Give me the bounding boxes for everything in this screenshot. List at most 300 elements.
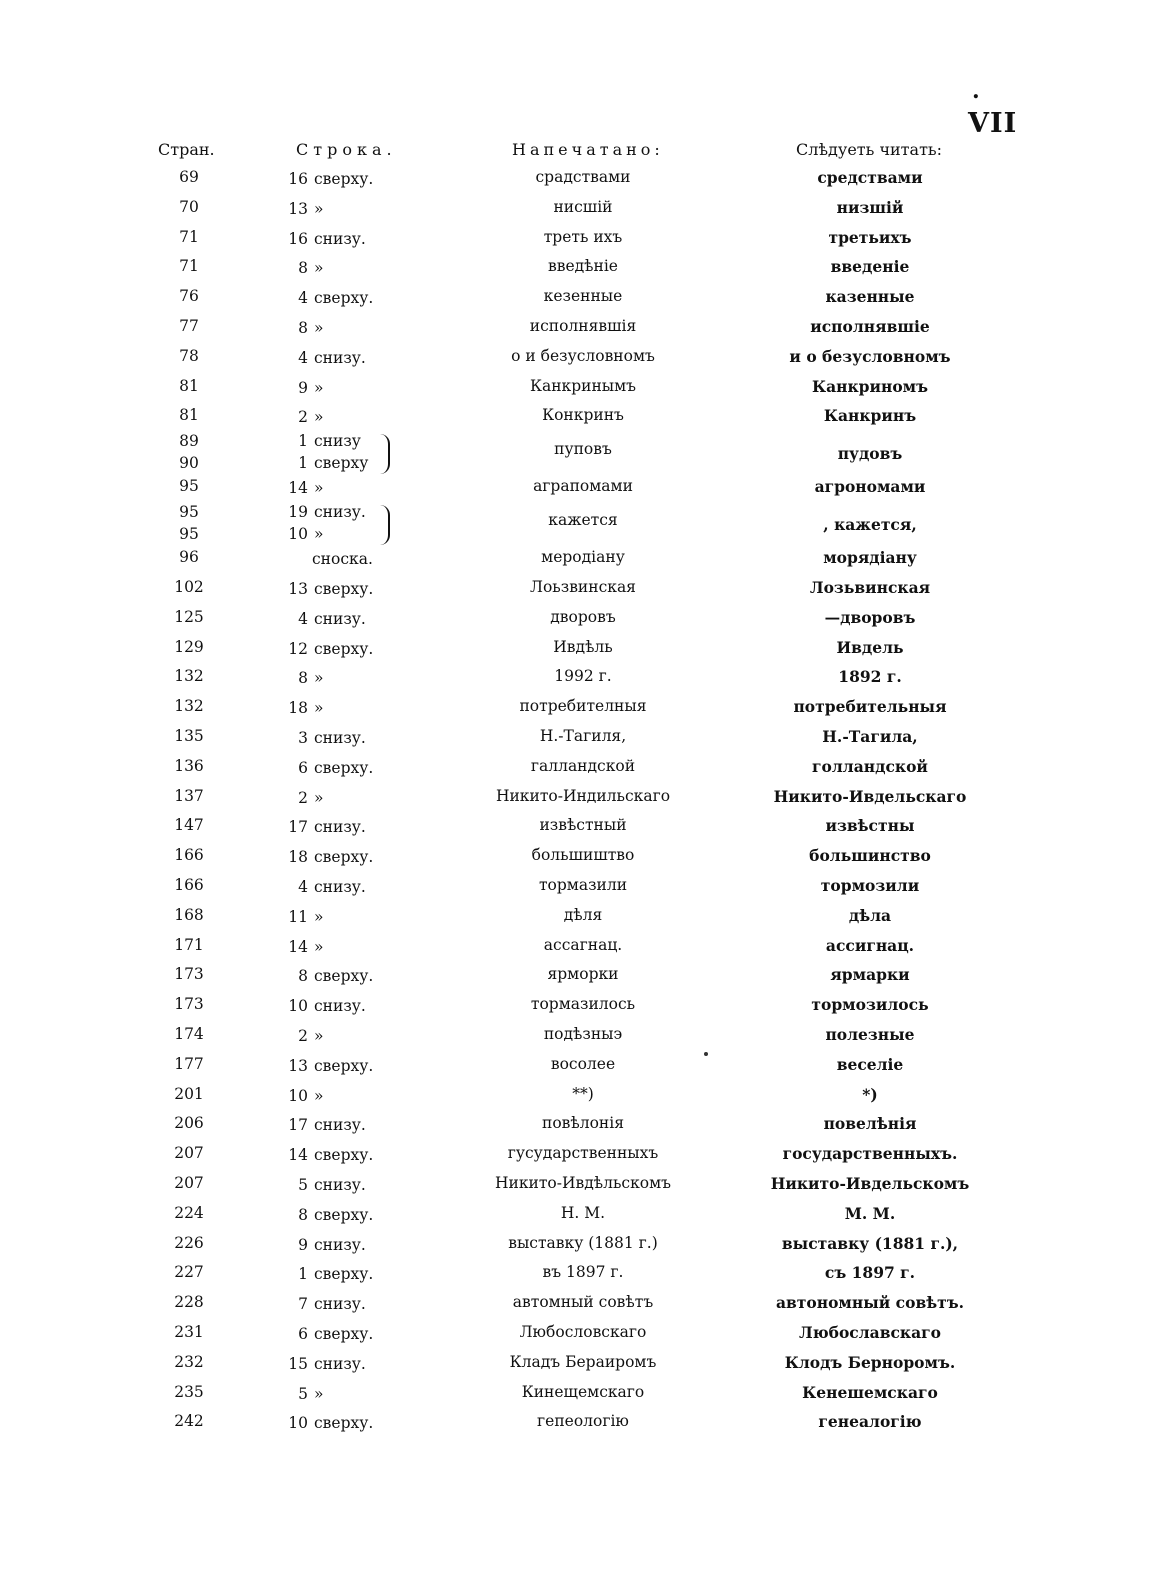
line-number: 13 <box>288 199 308 218</box>
line-direction: » <box>314 199 324 218</box>
line-direction: снизу. <box>314 878 366 897</box>
line-number: 10 <box>288 1414 308 1433</box>
page-cell: 77 <box>179 317 199 335</box>
page-ref: 95 <box>179 525 199 544</box>
page-cell: 231 <box>174 1323 204 1342</box>
line-cell <box>278 287 418 309</box>
correct-text: тормозилось <box>811 995 929 1015</box>
header-should-read: Слѣдуеть читать: <box>796 140 943 159</box>
line-direction: снизу. <box>314 229 366 248</box>
line-ref <box>278 287 418 309</box>
line-ref <box>278 936 418 958</box>
printed-text: потребителныя <box>519 697 647 716</box>
line-direction: » <box>314 479 324 498</box>
correct-text: и о безусловномъ <box>789 346 951 366</box>
page-ref: 90 <box>179 454 199 473</box>
line-ref <box>278 816 418 838</box>
line-ref <box>278 430 418 452</box>
correct-text: генеалогію <box>818 1412 922 1432</box>
page-number: VII <box>968 108 1018 139</box>
line-ref <box>278 608 418 630</box>
page-cell: 168 <box>174 905 204 924</box>
page-ref: 95 <box>179 503 199 522</box>
line-cell <box>278 1085 418 1107</box>
page-cell: 125 <box>174 607 204 626</box>
line-direction: сверху. <box>314 967 374 986</box>
correct-text: казенные <box>825 287 915 307</box>
printed-text: галландской <box>530 756 636 775</box>
line-cell <box>278 1323 418 1345</box>
line-cell <box>278 1025 418 1047</box>
page-ref: 89 <box>179 432 199 451</box>
correct-text: повелѣнія <box>823 1114 917 1134</box>
line-direction: снизу. <box>314 348 366 367</box>
page-cell: 132 <box>174 667 204 686</box>
header-printed: Напечатано: <box>512 140 664 159</box>
page-cell: 135 <box>174 727 204 746</box>
line-number: 8 <box>298 967 308 986</box>
correct-text: Лозьвинская <box>809 578 931 598</box>
line-number: 12 <box>288 639 308 658</box>
printed-text: повѣлонія <box>542 1114 624 1133</box>
line-ref <box>278 228 418 250</box>
line-cell <box>278 846 418 868</box>
line-direction: снизу <box>314 432 361 451</box>
line-ref <box>278 1085 418 1107</box>
printed-text: срадствами <box>535 168 631 186</box>
printed-text: дѣля <box>563 905 603 924</box>
line-number: 17 <box>288 818 308 837</box>
line-direction: сверху. <box>314 758 374 777</box>
line-cell <box>278 608 418 630</box>
printed-text: большиштво <box>531 846 635 865</box>
page-cell: 232 <box>174 1352 204 1371</box>
page-cell: 129 <box>174 637 204 656</box>
line-ref <box>278 995 418 1017</box>
line-direction: снизу. <box>314 1295 366 1314</box>
correct-text: полезные <box>825 1025 915 1045</box>
header-page: Стран. <box>158 140 215 159</box>
printed-text: кажется <box>548 511 618 530</box>
line-direction: сверху <box>314 454 369 473</box>
line-cell <box>278 757 418 779</box>
printed-text: о и безусловномъ <box>511 346 655 365</box>
line-number: 19 <box>288 503 308 522</box>
line-direction: сверху. <box>314 1414 374 1433</box>
printed-text: Никито-Индильскаго <box>495 786 671 805</box>
line-ref <box>278 965 418 987</box>
line-cell <box>278 377 418 399</box>
printed-text: Н. М. <box>560 1203 606 1222</box>
line-number: 1 <box>298 454 308 473</box>
line-cell <box>278 548 418 570</box>
line-number: 4 <box>298 609 308 628</box>
line-number: 17 <box>288 1116 308 1135</box>
page-cell: 166 <box>174 876 204 895</box>
correct-text: большинство <box>809 846 931 866</box>
line-ref <box>278 347 418 369</box>
printed-text: Никито-Ивдѣльскомъ <box>494 1174 672 1193</box>
line-ref <box>278 1114 418 1136</box>
correct-text: Любославскаго <box>799 1323 941 1343</box>
printed-text: 1992 г. <box>554 667 612 686</box>
correct-text: выставку (1881 г.), <box>781 1233 959 1253</box>
line-cell <box>278 1293 418 1315</box>
line-direction: сверху. <box>314 1205 374 1224</box>
printed-text: тормазилось <box>530 995 636 1014</box>
line-number: 13 <box>288 580 308 599</box>
line-cell <box>278 430 418 474</box>
correct-text: извѣстны <box>825 816 915 836</box>
line-direction: сверху. <box>314 1056 374 1075</box>
line-number: 10 <box>288 997 308 1016</box>
printed-text: автомный совѣтъ <box>512 1293 654 1312</box>
line-number: 2 <box>298 408 308 427</box>
line-cell <box>278 1144 418 1166</box>
line-ref <box>278 1293 418 1315</box>
line-cell <box>278 1412 418 1434</box>
printed-text: кезенные <box>543 287 623 306</box>
printed-text: тормазили <box>538 876 628 895</box>
line-direction: снизу. <box>314 1354 366 1373</box>
line-cell <box>278 876 418 898</box>
line-ref <box>278 876 418 898</box>
printed-text: Лоьзвинская <box>530 578 636 597</box>
printed-text: Канкринымъ <box>529 376 637 395</box>
line-ref <box>278 257 418 279</box>
line-ref <box>278 578 418 600</box>
line-number: 8 <box>298 669 308 688</box>
line-cell <box>278 168 418 190</box>
line-direction: » <box>314 1086 324 1105</box>
line-number: 4 <box>298 348 308 367</box>
line-cell <box>278 667 418 689</box>
line-number: 5 <box>298 1176 308 1195</box>
line-ref <box>278 638 418 660</box>
correct-text: низшій <box>836 197 904 217</box>
correct-text: Никито-Ивдельскомъ <box>770 1174 970 1194</box>
line-direction: сверху. <box>314 1265 374 1284</box>
line-cell <box>278 787 418 809</box>
printed-text: Конкринъ <box>542 406 624 425</box>
line-cell <box>278 1234 418 1256</box>
page-cell: 95 <box>179 477 199 496</box>
line-direction: снизу. <box>314 818 366 837</box>
correct-text: Н.-Тагила, <box>822 727 918 747</box>
line-number: 7 <box>298 1295 308 1314</box>
line-cell <box>278 638 418 660</box>
correct-text: голландской <box>812 756 928 776</box>
correct-text: Никито-Ивдельскаго <box>773 786 967 806</box>
printed-text: выставку (1881 г.) <box>508 1233 658 1252</box>
printed-text: ассагнац. <box>543 935 623 954</box>
line-number: 1 <box>298 432 308 451</box>
correct-text: агрономами <box>814 477 926 497</box>
page-cell: 174 <box>174 1025 204 1044</box>
line-cell <box>278 965 418 987</box>
line-cell <box>278 936 418 958</box>
correct-text: потребительныя <box>793 697 947 717</box>
line-cell <box>278 1383 418 1405</box>
line-number: 14 <box>288 937 308 956</box>
printed-text: треть ихъ <box>543 227 623 246</box>
line-ref <box>278 1234 418 1256</box>
printed-text: введѣніе <box>548 257 618 276</box>
printed-text: аграпомами <box>533 477 633 496</box>
page-cell: 96 <box>179 548 199 567</box>
line-direction: снизу. <box>314 1235 366 1254</box>
correct-text: *) <box>862 1084 878 1104</box>
printed-text: извѣстный <box>539 816 627 835</box>
correct-text: М. М. <box>844 1203 896 1223</box>
line-cell <box>278 1353 418 1375</box>
page-cell: 102 <box>174 578 204 597</box>
line-number: 15 <box>288 1354 308 1373</box>
printed-text: гепеологію <box>537 1412 629 1431</box>
line-number: 4 <box>298 289 308 308</box>
printed-text: Любословскаго <box>519 1323 647 1342</box>
line-ref <box>278 846 418 868</box>
page-cell: 177 <box>174 1054 204 1073</box>
page-cell: 71 <box>179 227 199 246</box>
line-number: 2 <box>298 788 308 807</box>
printed-text: ярморки <box>547 965 619 984</box>
line-direction: сверху. <box>314 639 374 658</box>
page-cell: 166 <box>174 846 204 865</box>
page-cell: 81 <box>179 406 199 425</box>
line-number: 9 <box>298 378 308 397</box>
page-cell: 206 <box>174 1114 204 1133</box>
line-number: 14 <box>288 479 308 498</box>
correct-text: ярмарки <box>830 965 910 985</box>
page-cell: 132 <box>174 697 204 716</box>
line-direction: сверху. <box>314 848 374 867</box>
line-cell <box>278 1174 418 1196</box>
line-number: 4 <box>298 878 308 897</box>
line-ref <box>278 1055 418 1077</box>
line-ref <box>278 757 418 779</box>
line-cell <box>278 1204 418 1226</box>
page-cell: 201 <box>174 1084 204 1103</box>
line-cell <box>278 1263 418 1285</box>
line-direction: » <box>314 259 324 278</box>
line-number: 8 <box>298 1205 308 1224</box>
line-direction: сверху. <box>314 1325 374 1344</box>
line-cell <box>278 578 418 600</box>
line-number: 10 <box>288 1086 308 1105</box>
line-direction: снизу. <box>314 729 366 748</box>
header-line: Строка. <box>296 140 397 159</box>
correct-text: Кенешемскаго <box>802 1382 938 1402</box>
line-cell <box>278 697 418 719</box>
printed-text: Ивдѣль <box>553 637 613 656</box>
line-ref <box>278 727 418 749</box>
page-cell: 235 <box>174 1382 204 1401</box>
line-cell <box>278 906 418 928</box>
line-number: 16 <box>288 229 308 248</box>
line-ref <box>278 1323 418 1345</box>
line-direction: » <box>314 408 324 427</box>
line-number: 11 <box>288 907 308 926</box>
correct-text: Канкриномъ <box>811 376 929 396</box>
line-direction: » <box>314 1027 324 1046</box>
line-number: 13 <box>288 1056 308 1075</box>
correct-text: тормозили <box>820 876 920 896</box>
line-direction: сверху. <box>314 580 374 599</box>
line-number: 1 <box>298 1265 308 1284</box>
line-cell <box>278 406 418 428</box>
line-direction: снизу. <box>314 503 366 522</box>
page-cell <box>160 501 218 545</box>
correct-text: морядіану <box>823 548 917 568</box>
line-direction: сверху. <box>314 1146 374 1165</box>
line-direction: » <box>314 525 324 544</box>
line-ref <box>278 377 418 399</box>
line-direction: » <box>314 937 324 956</box>
line-cell <box>278 228 418 250</box>
line-cell <box>278 1055 418 1077</box>
line-direction: » <box>314 699 324 718</box>
line-ref <box>278 1383 418 1405</box>
line-number: 10 <box>288 525 308 544</box>
line-ref <box>278 477 418 499</box>
line-number: 3 <box>298 729 308 748</box>
page-cell: 171 <box>174 935 204 954</box>
page-cell: 147 <box>174 816 204 835</box>
line-number: 16 <box>288 170 308 188</box>
line-ref <box>278 523 418 545</box>
correct-text: дѣла <box>848 905 892 925</box>
line-ref <box>278 906 418 928</box>
printed-text: Н.-Тагиля, <box>539 727 627 746</box>
correct-text: веселіе <box>836 1054 904 1074</box>
line-ref <box>278 168 418 190</box>
page-cell: 207 <box>174 1174 204 1193</box>
page-cell: 137 <box>174 786 204 805</box>
line-cell <box>278 995 418 1017</box>
correct-text: государственныхъ. <box>782 1144 958 1164</box>
line-number: 6 <box>298 758 308 777</box>
margin-dot: . <box>972 78 980 104</box>
page-cell: 71 <box>179 257 199 276</box>
line-ref <box>278 1353 418 1375</box>
page-cell: 227 <box>174 1263 204 1282</box>
printed-text: Кинещемскаго <box>521 1382 645 1401</box>
correct-text: съ 1897 г. <box>824 1263 916 1283</box>
line-ref <box>278 1412 418 1434</box>
page-cell: 242 <box>174 1412 204 1431</box>
line-ref <box>278 787 418 809</box>
line-cell <box>278 727 418 749</box>
page-cell: 69 <box>179 168 199 186</box>
printed-text: меродіану <box>541 548 625 567</box>
line-ref <box>278 198 418 220</box>
page-cell <box>160 430 218 474</box>
line-direction: » <box>314 788 324 807</box>
line-ref <box>278 317 418 339</box>
printed-text: въ 1897 г. <box>542 1263 624 1282</box>
printed-text: Кладъ Бераиромъ <box>509 1352 657 1371</box>
correct-text: средствами <box>817 168 923 187</box>
page-cell: 136 <box>174 756 204 775</box>
line-number: 2 <box>298 1027 308 1046</box>
correct-text: введеніе <box>830 257 910 277</box>
printed-text: гусударственныхъ <box>507 1144 659 1163</box>
correct-text: , кажется, <box>823 515 917 535</box>
correct-text: автономный совѣтъ. <box>775 1293 964 1313</box>
ink-spot <box>704 1052 708 1056</box>
correct-text: пудовъ <box>837 444 903 464</box>
line-ref <box>278 1204 418 1226</box>
correct-text: 1892 г. <box>838 667 902 687</box>
correct-text: третьихъ <box>828 227 912 247</box>
line-direction: сверху. <box>314 289 374 308</box>
line-direction: снизу. <box>314 997 366 1016</box>
correct-text: Ивдель <box>836 637 904 657</box>
page-cell: 81 <box>179 376 199 395</box>
line-direction: » <box>314 378 324 397</box>
correct-text: —дворовъ <box>824 607 916 627</box>
correct-text: Клодъ Бернoромъ. <box>784 1352 956 1372</box>
line-direction: » <box>314 1384 324 1403</box>
line-ref <box>278 697 418 719</box>
line-ref <box>278 1263 418 1285</box>
page-cell: 76 <box>179 287 199 306</box>
line-number: 18 <box>288 699 308 718</box>
line-number: 9 <box>298 1235 308 1254</box>
line-direction: » <box>314 669 324 688</box>
table-header <box>0 140 1163 166</box>
page-cell: 78 <box>179 346 199 365</box>
line-cell <box>278 198 418 220</box>
line-number: 5 <box>298 1384 308 1403</box>
line-cell <box>278 477 418 499</box>
line-direction: сверху. <box>314 170 374 188</box>
line-direction: снизу. <box>314 1176 366 1195</box>
line-ref <box>278 667 418 689</box>
line-cell <box>278 257 418 279</box>
correct-text: исполнявшіе <box>810 317 930 336</box>
printed-text: восолее <box>550 1054 616 1073</box>
line-ref <box>278 1144 418 1166</box>
line-direction: » <box>314 907 324 926</box>
line-number: 8 <box>298 319 308 337</box>
line-number: 18 <box>288 848 308 867</box>
line-direction: » <box>314 319 324 337</box>
line-cell <box>278 347 418 369</box>
page-cell: 207 <box>174 1144 204 1163</box>
line-number: 8 <box>298 259 308 278</box>
page-cell: 224 <box>174 1203 204 1222</box>
line-ref <box>278 406 418 428</box>
correct-text: Канкринъ <box>823 406 917 426</box>
correct-text: ассигнац. <box>825 935 915 955</box>
page-cell: 228 <box>174 1293 204 1312</box>
page-cell: 70 <box>179 197 199 216</box>
line-ref <box>278 1174 418 1196</box>
line-ref <box>278 1025 418 1047</box>
printed-text: нисшій <box>553 197 613 216</box>
line-direction: снизу. <box>314 1116 366 1135</box>
line-ref <box>278 452 418 474</box>
line-cell <box>278 1114 418 1136</box>
page-cell: 173 <box>174 995 204 1014</box>
page-cell: 173 <box>174 965 204 984</box>
line-number: 14 <box>288 1146 308 1165</box>
printed-text: подѣзныэ <box>543 1025 623 1044</box>
line-number: 6 <box>298 1325 308 1344</box>
printed-text: исполнявшія <box>529 317 637 335</box>
